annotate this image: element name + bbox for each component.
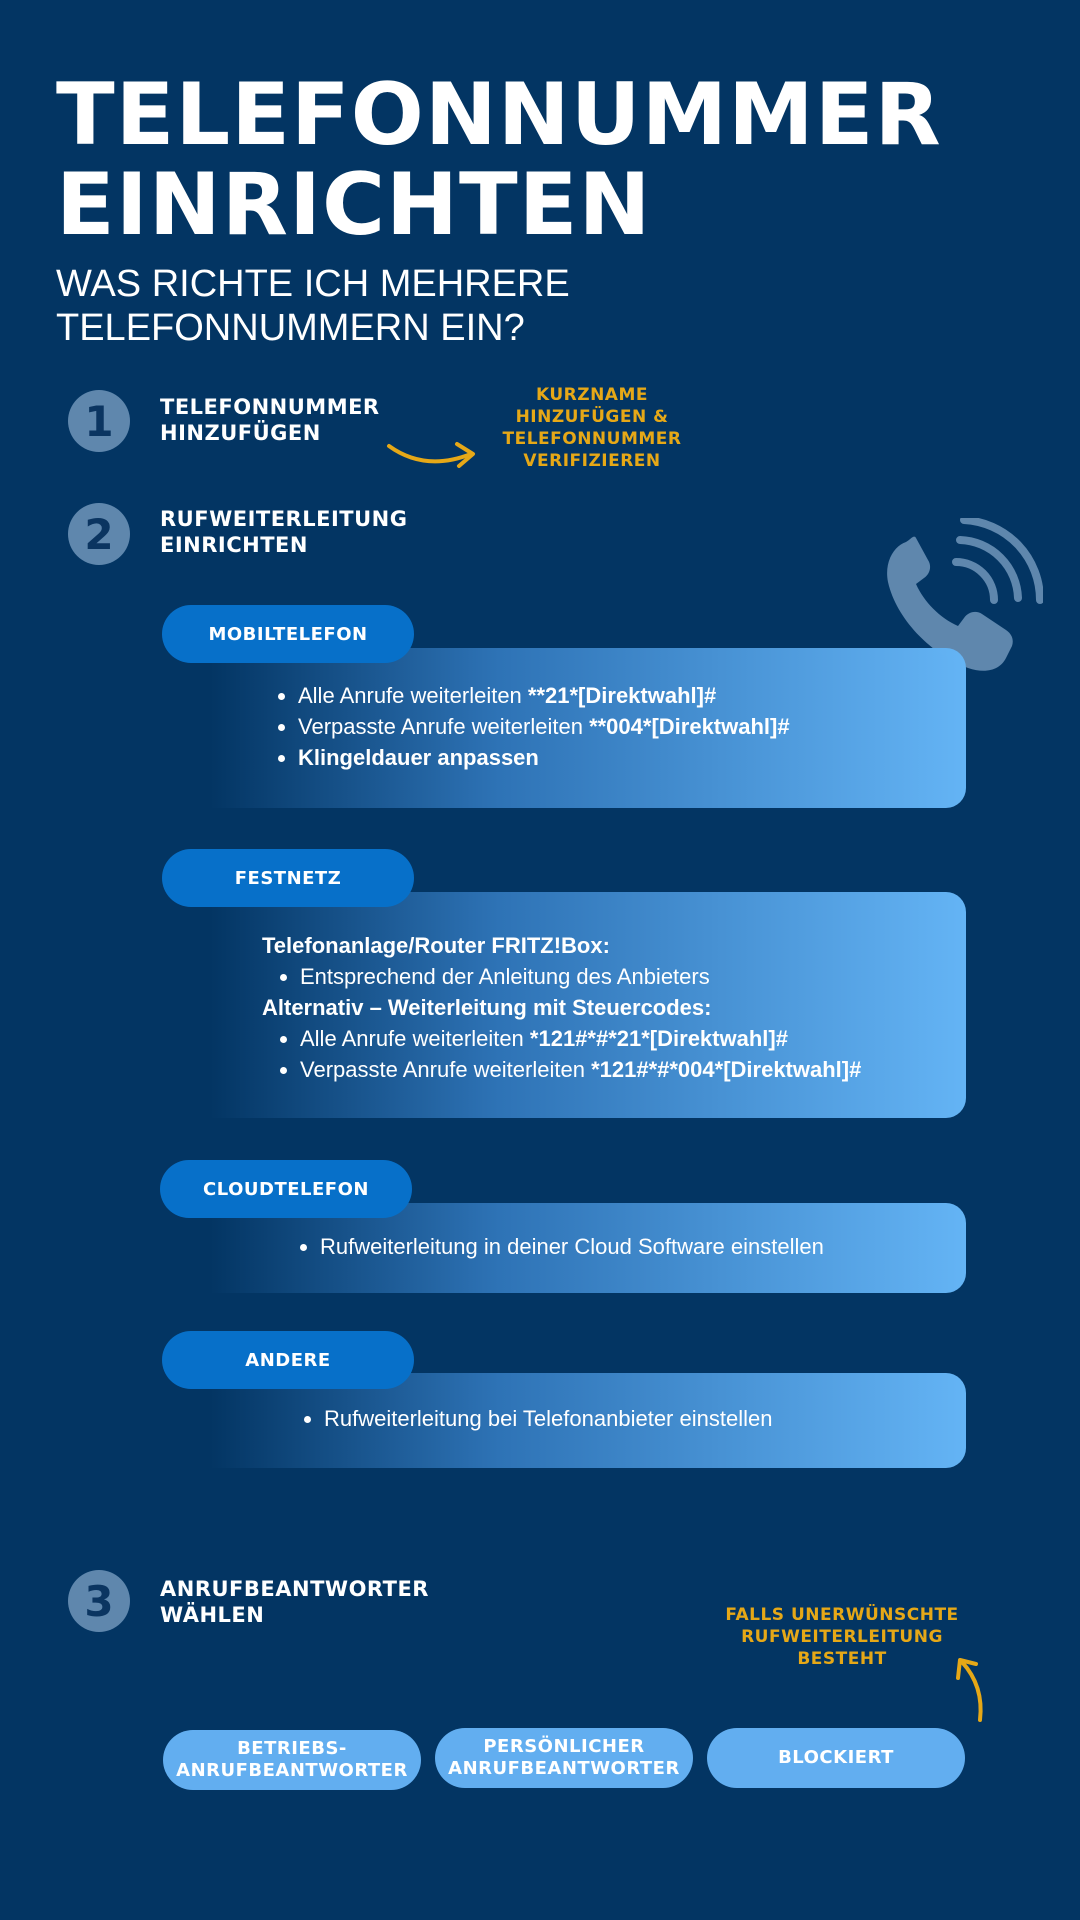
blockiert-button[interactable]: BLOCKIERT	[707, 1728, 965, 1788]
note-unwanted-forwarding: FALLS UNERWÜNSCHTE RUFWEITERLEITUNG BESTEHT	[725, 1605, 959, 1669]
step-3-label: ANRUFBEANTWORTER WÄHLEN	[160, 1577, 429, 1627]
list-item: • Entsprechend der Anleitung des Anbieters	[300, 961, 962, 992]
festnetz-head-1: Telefonanlage/Router FRITZ!Box:	[262, 933, 610, 958]
step-1-label: TELEFONNUMMER HINZUFÜGEN	[160, 395, 380, 445]
panel-mobiltelefon	[210, 648, 966, 808]
step-3-number: 3	[68, 1570, 130, 1632]
curved-arrow-right-icon	[385, 432, 485, 472]
note-verify: KURZNAME HINZUFÜGEN & TELEFONNUMMER VERIFIZIEREN	[502, 385, 682, 471]
pill-festnetz: FESTNETZ	[162, 849, 414, 907]
step-2-label: RUFWEITERLEITUNG EINRICHTEN	[160, 507, 408, 557]
list-item: • Alle Anrufe weiterleiten *121#*#*21*[Direktwahl]#	[300, 1023, 962, 1054]
curved-arrow-up-icon	[950, 1650, 1000, 1725]
page-subtitle: WAS RICHTE ICH MEHRERE TELEFONNUMMERN EIN?	[56, 263, 570, 349]
betriebs-anrufbeantworter-button[interactable]: BETRIEBS- ANRUFBEANTWORTER	[163, 1730, 421, 1790]
page-title: TELEFONNUMMER EINRICHTEN	[56, 65, 942, 255]
list-item: • Klingeldauer anpassen	[298, 742, 790, 773]
panel-festnetz	[210, 892, 966, 1118]
festnetz-head-2: Alternativ – Weiterleitung mit Steuercodes:	[262, 995, 712, 1020]
step-2-number: 2	[68, 503, 130, 565]
list-item: • Alle Anrufe weiterleiten **21*[Direktwahl]#	[298, 680, 790, 711]
list-item: • Verpasste Anrufe weiterleiten **004*[Direktwahl]#	[298, 711, 790, 742]
pill-cloudtelefon: CLOUDTELEFON	[160, 1160, 412, 1218]
list-item: • Verpasste Anrufe weiterleiten *121#*#*004*[Direktwahl]#	[300, 1054, 962, 1085]
list-item: • Rufweiterleitung in deiner Cloud Software einstellen	[320, 1231, 824, 1262]
list-item: • Rufweiterleitung bei Telefonanbieter einstellen	[324, 1403, 772, 1434]
step-1-number: 1	[68, 390, 130, 452]
persoenlicher-anrufbeantworter-button[interactable]: PERSÖNLICHER ANRUFBEANTWORTER	[435, 1728, 693, 1788]
pill-mobiltelefon: MOBILTELEFON	[162, 605, 414, 663]
pill-andere: ANDERE	[162, 1331, 414, 1389]
